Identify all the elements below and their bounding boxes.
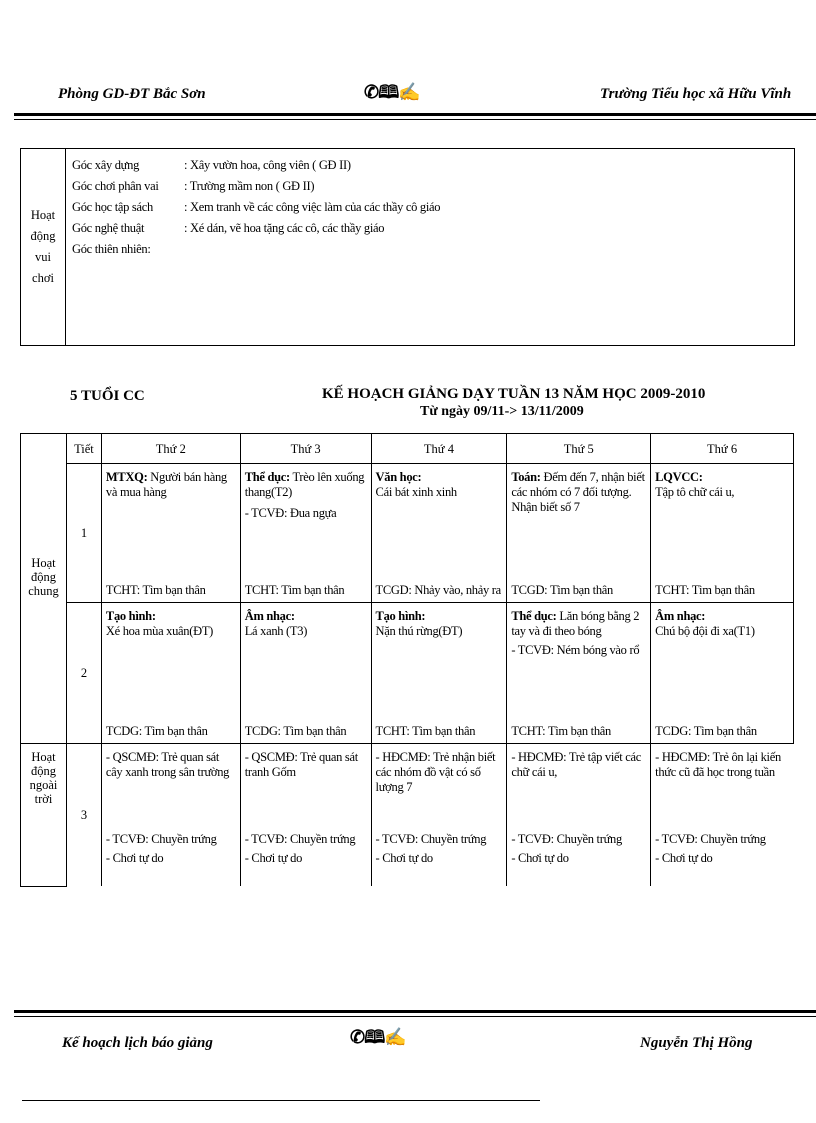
weekly-schedule-table	[20, 433, 794, 887]
cell-p2-tue: Âm nhạc: Lá xanh (T3) TCDG: Tìm bạn thân	[240, 603, 371, 744]
cell-p1-thu: Toán: Đếm đến 7, nhận biết các nhóm có 7 đối tượng. Nhận biết số 7 TCGD: Tìm bạn thân	[507, 464, 651, 603]
period-3-number: 3	[66, 744, 101, 887]
corner-row: Góc xây dựng : Xây vườn hoa, công viên ( GĐ II)	[72, 158, 351, 172]
header-monday: Thứ 2	[101, 434, 240, 464]
footer-bottom-line	[22, 1100, 540, 1101]
header-friday: Thứ 6	[651, 434, 794, 464]
cell-p1-tue: Thể dục: Trèo lên xuống thang(T2) - TCVĐ: Đua ngựa TCHT: Tìm bạn thân	[240, 464, 371, 603]
cell-p3-wed: - HĐCMĐ: Trẻ nhận biết các nhóm đồ vật có số lượng 7 - TCVĐ: Chuyền trứng - Chơi tự do	[371, 744, 507, 887]
cell-p3-mon: - QSCMĐ: Trẻ quan sát cây xanh trong sân trường - TCVĐ: Chuyền trứng - Chơi tự do	[101, 744, 240, 887]
corner-row: Góc thiên nhiên:	[72, 242, 151, 256]
cell-p1-wed: Văn học: Cái bát xinh xinh TCGD: Nhảy vào, nhảy ra	[371, 464, 507, 603]
cell-p2-thu: Thể dục: Lăn bóng bằng 2 tay và đi theo bóng - TCVĐ: Ném bóng vào rổ TCHT: Tìm bạn thân	[507, 603, 651, 744]
cell-p2-wed: Tạo hình: Nặn thú rừng(ĐT) TCHT: Tìm bạn thân	[371, 603, 507, 744]
cell-p3-fri: - HĐCMĐ: Trẻ ôn lại kiến thức cũ đã học trong tuần - TCVĐ: Chuyền trứng - Chơi tự do	[651, 744, 794, 887]
header-blank-cell	[21, 434, 67, 464]
play-activity-label: Hoạt động vui chơi	[21, 149, 66, 346]
cell-p1-fri: LQVCC: Tập tô chữ cái u, TCHT: Tìm bạn thân	[651, 464, 794, 603]
play-activity-table	[20, 148, 795, 346]
cell-p1-mon: MTXQ: Người bán hàng và mua hàng TCHT: Tìm bạn thân	[101, 464, 240, 603]
class-label: 5 TUỔI CC	[70, 388, 145, 404]
header-period: Tiết	[66, 434, 101, 464]
plan-date-range: Từ ngày 09/11-> 13/11/2009	[420, 404, 584, 419]
corner-row: Góc chơi phân vai : Trường mầm non ( GĐ II)	[72, 179, 315, 193]
footer-author: Nguyễn Thị Hồng	[640, 1035, 753, 1051]
corner-row: Góc nghệ thuật : Xé dán, vẽ hoa tặng các cô, các thầy giáo	[72, 221, 385, 235]
plan-title: KẾ HOẠCH GIẢNG DẠY TUẦN 13 NĂM HỌC 2009-2010	[322, 386, 706, 402]
group-outdoor-label: Hoạt động ngoài trời	[21, 744, 67, 887]
header-school-office: Phòng GD-ĐT Bắc Sơn	[58, 86, 206, 102]
group-general-label: Hoạt động chung	[21, 464, 67, 744]
period-2-number: 2	[66, 603, 101, 744]
cell-p2-mon: Tạo hình: Xé hoa mùa xuân(ĐT) TCDG: Tìm bạn thân	[101, 603, 240, 744]
footer-rule-thick	[14, 1010, 816, 1013]
cell-p2-fri: Âm nhạc: Chú bộ đội đi xa(T1) TCDG: Tìm bạn thân	[651, 603, 794, 744]
cell-p3-thu: - HĐCMĐ: Trẻ tập viết các chữ cái u, - TCVĐ: Chuyền trứng - Chơi tự do	[507, 744, 651, 887]
book-ornament-icon: ✆🕮✍	[364, 82, 420, 102]
footer-book-ornament-icon: ✆🕮✍	[350, 1027, 406, 1047]
corner-row: Góc học tập sách : Xem tranh về các công việc làm của các thầy cô giáo	[72, 200, 441, 214]
cell-p3-tue: - QSCMĐ: Trẻ quan sát tranh Gốm - TCVĐ: Chuyền trứng - Chơi tự do	[240, 744, 371, 887]
play-corners-cell	[66, 149, 795, 346]
header-tuesday: Thứ 3	[240, 434, 371, 464]
header-wednesday: Thứ 4	[371, 434, 507, 464]
header-school-name: Trường Tiểu học xã Hữu Vĩnh	[600, 86, 792, 102]
header-thursday: Thứ 5	[507, 434, 651, 464]
footer-rule-thin	[14, 1016, 816, 1017]
period-1-number: 1	[66, 464, 101, 603]
header-rule-thin	[14, 119, 816, 120]
header-rule-thick	[14, 113, 816, 116]
footer-title: Kế hoạch lịch báo giảng	[62, 1035, 213, 1051]
